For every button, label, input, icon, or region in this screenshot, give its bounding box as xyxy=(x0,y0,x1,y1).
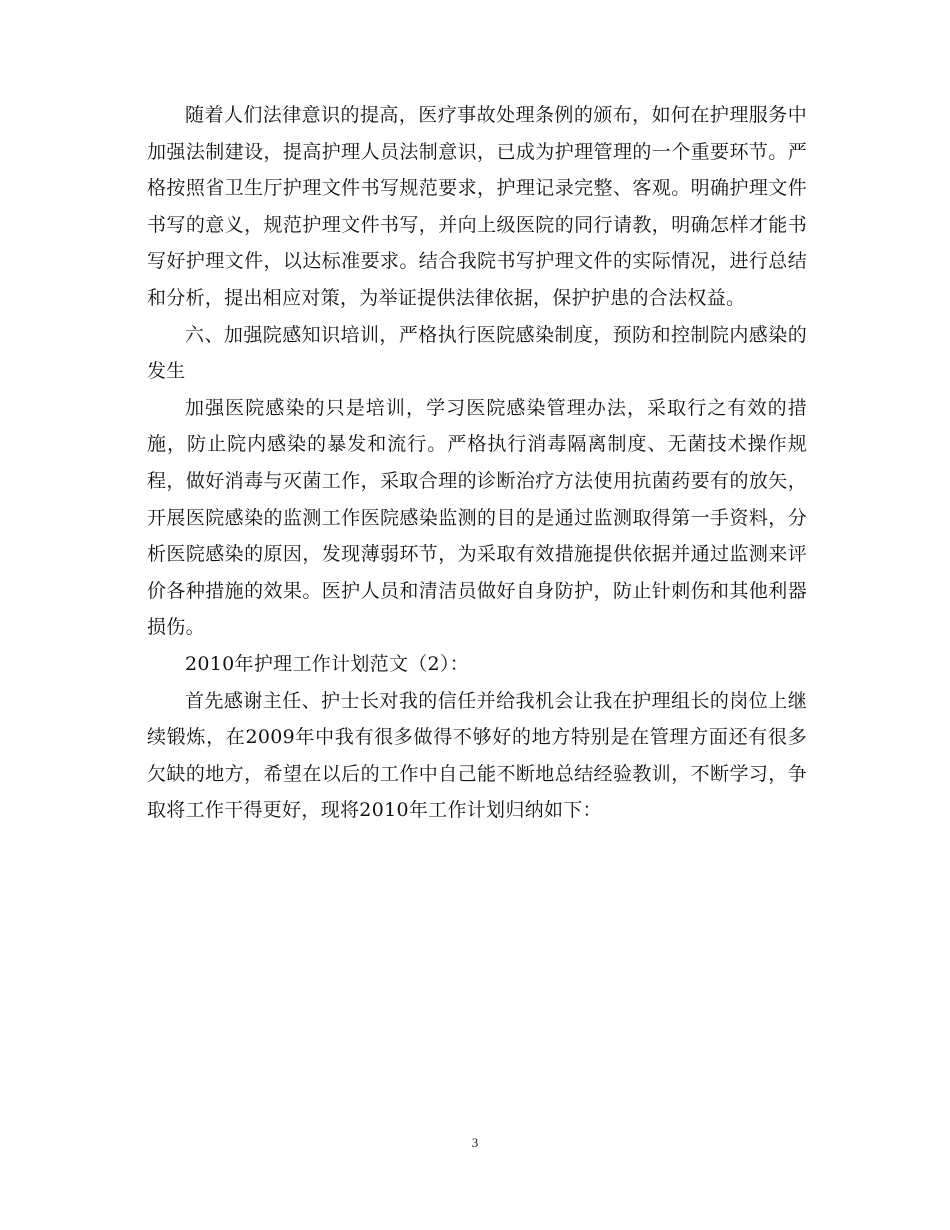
plan-title-2: 2010年护理工作计划范文（2）： xyxy=(185,652,470,675)
paragraph-legal-awareness: 随着人们法律意识的提高，医疗事故处理条例的颁布，如何在护理服务中加强法制建设，提高护理人员法制意识，已成为护理管理的一个重要环节。严格按照省卫生厅护理文件书写规范要求，护理记录完整、客观。明确护理文件书写的意义，规范护理文件书写，并向上级医院的同行请教，明确怎样才能书写好护理文件，以达标准要求。结合我院书写护理文件的实际情况，进行总结和分析，提出相应对策，为举证提供法律依据，保护护患的合法权益。 xyxy=(147,104,807,309)
paragraph-thanks-and-plan: 首先感谢主任、护士长对我的信任并给我机会让我在护理组长的岗位上继续锻炼，在2009年中我有很多做得不够好的地方特别是在管理方面还有很多欠缺的地方，希望在以后的工作中自己能不断地总结经验教训，不断学习，争取将工作干得更好，现将2010年工作计划归纳如下： xyxy=(147,689,807,822)
page-number: 3 xyxy=(471,1135,479,1150)
body-text xyxy=(147,97,807,829)
paragraph-infection-training: 加强医院感染的只是培训，学习医院感染管理办法，采取行之有效的措施，防止院内感染的暴发和流行。严格执行消毒隔离制度、无菌技术操作规程，做好消毒与灭菌工作，采取合理的诊断治疗方法使用抗菌药要有的放矢，开展医院感染的监测工作医院感染监测的目的是通过监测取得第一手资料，分析医院感染的原因，发现薄弱环节，为采取有效措施提供依据并通过监测来评价各种措施的效果。医护人员和清洁员做好自身防护，防止针刺伤和其他利器损伤。 xyxy=(147,396,807,639)
section-heading-infection-control: 六、加强院感知识培训，严格执行医院感染制度，预防和控制院内感染的发生 xyxy=(147,323,807,383)
